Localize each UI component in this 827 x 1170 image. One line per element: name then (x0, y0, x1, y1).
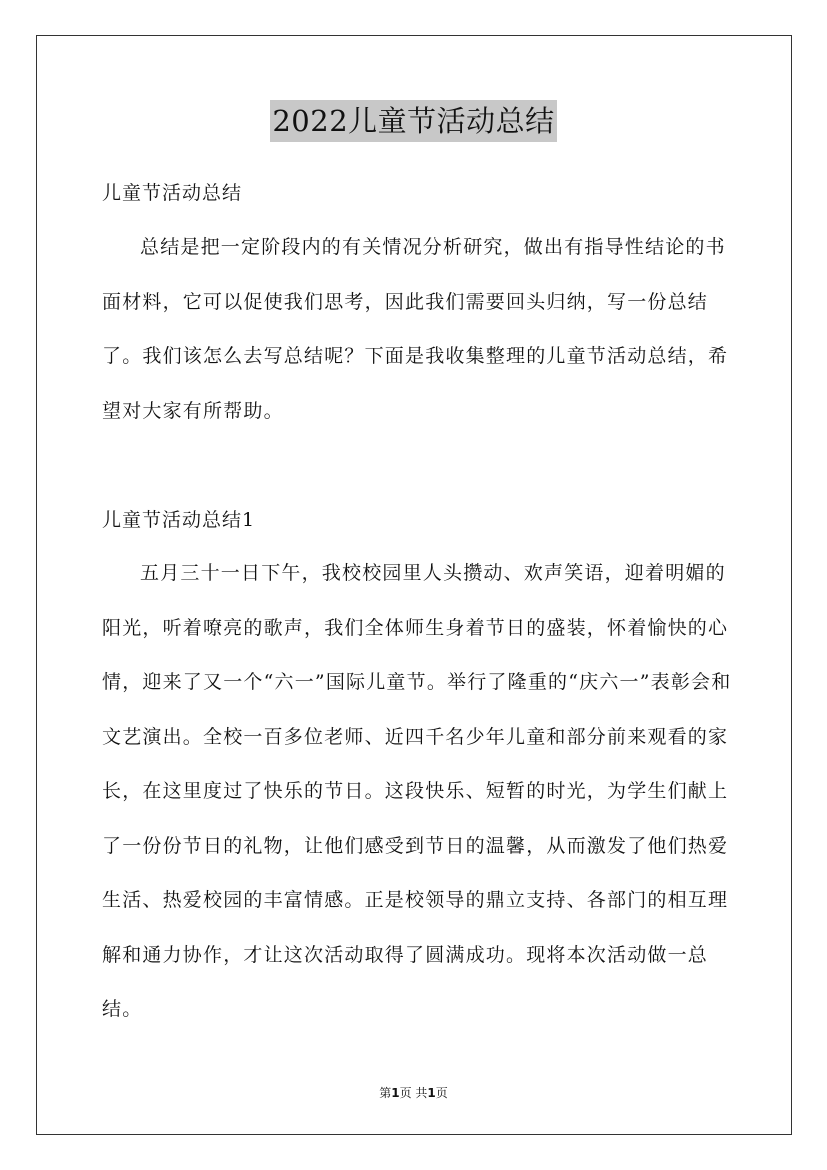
footer-page-current: 1 (391, 1086, 400, 1100)
document-title-wrapper (0, 100, 827, 142)
section-body-1: 五月三十一日下午，我校校园里人头攒动、欢声笑语，迎着明媚的阳光，听着嘹亮的歌声，我们全体师生身着节日的盛装，怀着愉快的心情，迎来了又一个“六一”国际儿童节。举行了隆重的“庆六一”表彰会和文艺演出。全校一百多位老师、近四千名少年儿童和部分前来观看的家长，在这里度过了快乐的节日。这段快乐、短暂的时光，为学生们献上了一份份节日的礼物，让他们感受到节日的温馨，从而激发了他们热爱生活、热爱校园的丰富情感。正是校领导的鼎立支持、各部门的相互理解和通力协作，才让这次活动取得了圆满成功。现将本次活动做一总结。 (102, 562, 732, 1020)
section-heading-1: 儿童节活动总结1 (102, 509, 256, 531)
page-footer (0, 1084, 827, 1101)
footer-prefix: 第 (379, 1086, 392, 1100)
document-subtitle: 儿童节活动总结 (102, 182, 243, 204)
footer-mid: 页 共 (399, 1086, 428, 1100)
footer-page-total: 1 (427, 1086, 436, 1100)
document-title: 2022儿童节活动总结 (270, 100, 556, 142)
intro-paragraph: 总结是把一定阶段内的有关情况分析研究，做出有指导性结论的书面材料，它可以促使我们思考，因此我们需要回头归纳，写一份总结了。我们该怎么去写总结呢？下面是我收集整理的儿童节活动总结，希望对大家有所帮助。 (102, 236, 729, 422)
footer-suffix: 页 (435, 1086, 448, 1100)
